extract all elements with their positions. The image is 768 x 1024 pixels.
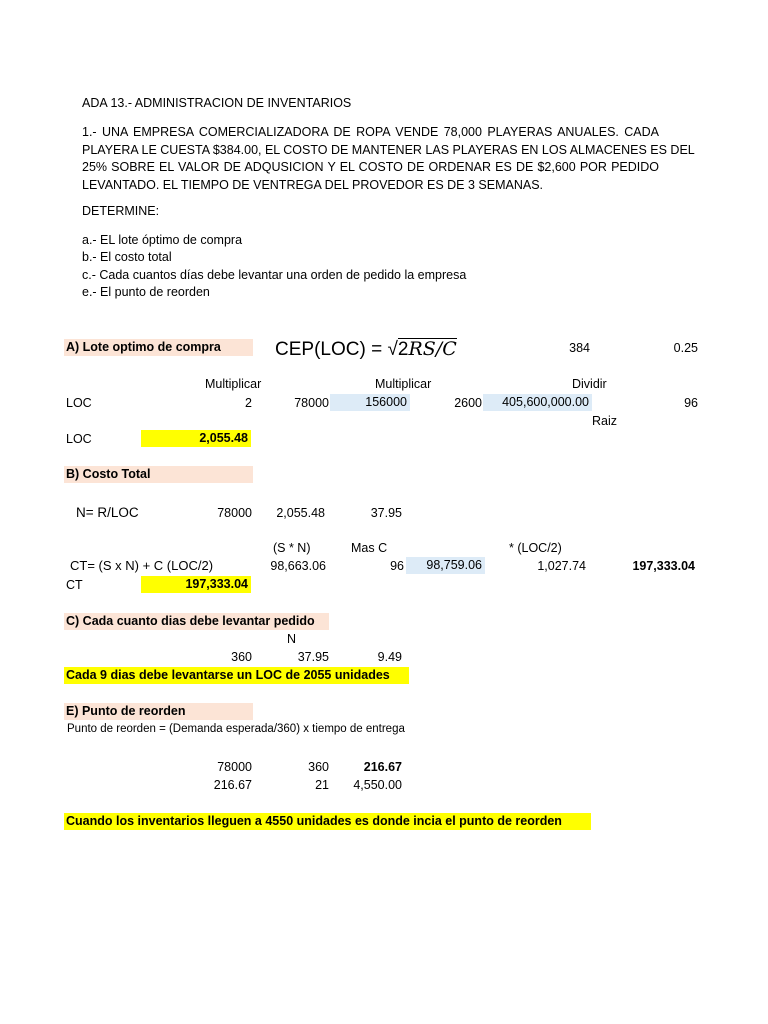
rate-value: 0.25 xyxy=(673,341,698,355)
ct-label: CT xyxy=(66,578,83,592)
days-year: 360 xyxy=(231,650,252,664)
lead-time-days: 21 xyxy=(315,778,329,792)
n-label: N xyxy=(287,632,297,646)
ct-sn: 98,663.06 xyxy=(270,559,326,573)
document-title: ADA 13.- ADMINISTRACION DE INVENTARIOS xyxy=(82,96,352,110)
reorder-formula: Punto de reorden = (Demanda esperada/360) x tiempo de entrega xyxy=(67,723,405,735)
question-b: b.- El costo total xyxy=(82,250,172,264)
section-c-conclusion: Cada 9 dias debe levantarse un LOC de 2055 unidades xyxy=(64,667,409,684)
multiply-label-2: Multiplicar xyxy=(375,377,432,391)
problem-line: PLAYERA LE CUESTA $384.00, EL COSTO DE MANTENER LAS PLAYERAS EN LOS ALMACENES ES DEL xyxy=(82,142,695,157)
reorder-demand: 78000 xyxy=(217,760,252,774)
days-result: 9.49 xyxy=(377,650,402,664)
problem-line: 1.- UNA EMPRESA COMERCIALIZADORA DE ROPA VENDE 78,000 PLAYERAS ANUALES. CADA xyxy=(82,125,659,139)
question-e: e.- El punto de reorden xyxy=(82,285,210,299)
ct-total: 197,333.04 xyxy=(632,559,695,573)
sqrt-label: Raiz xyxy=(592,414,618,428)
product-1: 156000 xyxy=(330,394,410,411)
formula-vars: RS/C xyxy=(408,338,457,360)
divide-label: Dividir xyxy=(572,377,607,391)
n-demand: 78000 xyxy=(217,506,252,520)
loc-label: LOC xyxy=(66,432,92,446)
section-b-header: B) Costo Total xyxy=(64,466,253,483)
ct-sum: 98,759.06 xyxy=(406,557,485,574)
ct-result: 197,333.04 xyxy=(141,576,251,593)
daily-demand: 216.67 xyxy=(363,760,402,774)
question-c: c.- Cada cuantos días debe levantar una orden de pedido la empresa xyxy=(82,268,467,282)
section-e-conclusion: Cuando los inventarios lleguen a 4550 unidades es donde incia el punto de reorden xyxy=(64,813,591,830)
loc-result: 2,055.48 xyxy=(141,430,251,447)
section-c-header: C) Cada cuanto dias debe levantar pedido xyxy=(64,613,329,630)
reorder-days: 360 xyxy=(308,760,329,774)
annual-demand: 78000 xyxy=(294,396,329,410)
cep-formula xyxy=(275,338,457,361)
multiply-label-1: Multiplicar xyxy=(205,377,262,391)
problem-line: 25% SOBRE EL VALOR DE ADQUSICION Y EL COSTO DE ORDENAR ES DE $2,600 POR PEDIDO xyxy=(82,160,659,174)
sn-label: (S * N) xyxy=(273,541,311,555)
sqrt-symbol: √ xyxy=(387,339,398,360)
reorder-point-value: 4,550.00 xyxy=(353,778,402,792)
n-formula: N= R/LOC xyxy=(76,505,139,520)
price-value: 384 xyxy=(569,341,590,355)
plus-c-label: Mas C xyxy=(351,541,388,555)
loc-row-label: LOC xyxy=(66,396,92,410)
determine-label: DETERMINE: xyxy=(82,204,160,218)
n-value: 37.95 xyxy=(370,506,402,520)
formula-two: 2 xyxy=(397,339,409,360)
product-2: 405,600,000.00 xyxy=(483,394,592,411)
ct-c: 96 xyxy=(390,559,404,573)
ct-loc-half: 1,027.74 xyxy=(537,559,586,573)
section-a-header: A) Lote optimo de compra xyxy=(64,339,253,356)
problem-line: LEVANTADO. EL TIEMPO DE VENTREGA DEL PROVEDOR ES DE 3 SEMANAS. xyxy=(82,177,543,192)
ct-formula: CT= (S x N) + C (LOC/2) xyxy=(70,558,214,573)
formula-left: CEP(LOC) = xyxy=(275,339,388,360)
c-n-value: 37.95 xyxy=(297,650,329,664)
loc-half-label: * (LOC/2) xyxy=(509,541,562,555)
order-cost: 2600 xyxy=(454,396,482,410)
factor-two: 2 xyxy=(245,396,252,410)
reorder-daily: 216.67 xyxy=(213,778,252,792)
question-a: a.- EL lote óptimo de compra xyxy=(82,233,243,247)
section-e-header: E) Punto de reorden xyxy=(64,703,253,720)
holding-cost: 96 xyxy=(684,396,698,410)
problem-statement xyxy=(82,124,695,194)
n-loc: 2,055.48 xyxy=(276,506,325,520)
